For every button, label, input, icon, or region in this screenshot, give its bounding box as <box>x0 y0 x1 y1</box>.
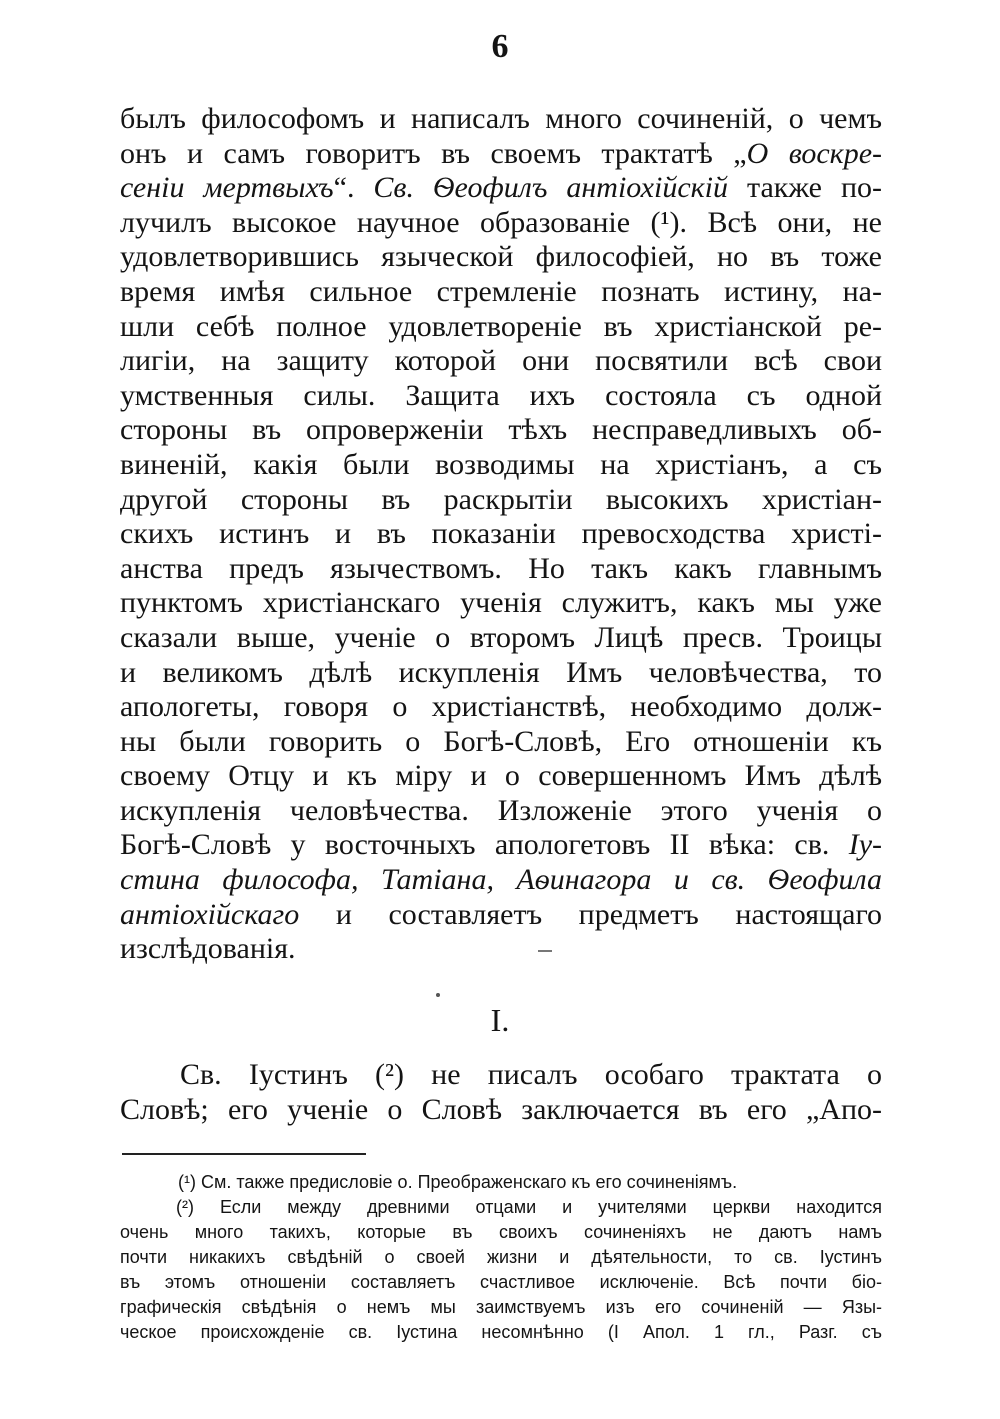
text-line <box>120 586 882 621</box>
text-segment: апологеты, говоря о христіанствѣ, необходимо долж- <box>120 690 882 724</box>
text-segment: сказали выше, ученіе о второмъ Лицѣ пресв. Троицы <box>120 620 882 654</box>
text-line <box>120 137 882 172</box>
text-segment: Св. Іустинъ (²) не писалъ особаго трактата о <box>180 1058 882 1091</box>
footnote-2-line: въ этомъ отношеніи составляетъ счастливое исключеніе. Всѣ почти біо- <box>120 1272 882 1292</box>
text-line <box>120 828 882 863</box>
italic-text: Іу- <box>848 828 882 862</box>
text-segment: и составляетъ предметъ настоящаго <box>299 897 882 931</box>
text-segment: лучилъ высокое научное образованіе (¹). Всѣ они, не <box>120 205 882 239</box>
text-line <box>120 794 882 829</box>
text-segment: своему Отцу и къ міру и о совершенномъ Имъ дѣлѣ <box>120 759 882 793</box>
text-line <box>120 275 882 310</box>
text-segment: Богѣ-Словѣ у восточныхъ апологетовъ II вѣка: св. <box>120 828 849 862</box>
footnote-2-line: ческое происхожденіе св. Іустина несомнѣнно (I Апол. 1 гл., Разг. съ <box>120 1322 882 1342</box>
text-line <box>120 898 882 933</box>
text-line <box>120 1058 882 1093</box>
italic-text: антіохійскаго <box>120 897 300 931</box>
text-line <box>120 240 882 275</box>
text-line <box>120 517 882 552</box>
footnotes <box>120 1170 882 1345</box>
text-segment: также по- <box>728 171 882 205</box>
text-segment: и великомъ дѣлѣ искупленія Имъ человѣчества, то <box>120 655 882 689</box>
text-segment: ны были говорить о Богѣ-Словѣ, Его отношеніи къ <box>120 724 882 758</box>
footnote-2-line: графическія свѣдѣнія о немъ мы заимствуемъ изъ его сочиненій — Язы- <box>120 1297 882 1317</box>
text-segment: шли себѣ полное удовлетвореніе въ христіанской ре- <box>120 309 882 343</box>
text-segment: искупленія человѣчества. Изложеніе этого ученія о <box>120 793 882 827</box>
text-segment: скихъ истинъ и въ показаніи превосходства христі- <box>120 517 882 551</box>
footnote-2-line: почти никакихъ свѣдѣній о своей жизни и дѣятельности, то св. Іустинъ <box>120 1247 882 1267</box>
text-line <box>120 344 882 379</box>
text-segment: лигіи, на защиту которой они посвятили всѣ свои <box>120 344 882 378</box>
text-segment: стороны въ опроверженіи тѣхъ несправедливыхъ об- <box>120 413 882 447</box>
footnote-2-line: (²) Если между древними отцами и учителями церкви находится <box>176 1197 882 1217</box>
text-line <box>120 448 882 483</box>
footnote-separator <box>122 1153 366 1155</box>
text-segment: пунктомъ христіанскаго ученія служитъ, какъ мы уже <box>120 586 882 620</box>
text-line <box>120 171 882 206</box>
text-line <box>120 483 882 518</box>
text-divider <box>538 950 552 952</box>
text-line <box>120 102 882 137</box>
section-heading: I. <box>490 1002 510 1038</box>
footnote-2-line: очень много такихъ, которые въ своихъ сочиненіяхъ не даютъ намъ <box>120 1222 882 1242</box>
text-line <box>120 759 882 794</box>
text-segment: время имѣя сильное стремленіе познать истину, на- <box>120 274 882 308</box>
text-segment: удовлетворившись языческой философіей, но въ тоже <box>120 240 882 274</box>
italic-text: Св. Ѳеофилъ антіохійскій <box>373 171 729 205</box>
text-segment: былъ философомъ и написалъ много сочиненій, о чемъ <box>120 102 882 135</box>
text-line <box>120 413 882 448</box>
text-segment: “. <box>333 171 374 205</box>
text-line <box>120 725 882 760</box>
text-segment: анства предъ язычествомъ. Но такъ какъ главнымъ <box>120 551 882 585</box>
text-line <box>120 1093 882 1128</box>
text-segment: другой стороны въ раскрытіи высокихъ христіан- <box>120 482 882 516</box>
text-line <box>120 690 882 725</box>
italic-text: сеніи мертвыхъ <box>120 171 334 205</box>
text-line <box>120 206 882 241</box>
text-segment: Словѣ; его ученіе о Словѣ заключается въ его „Апо- <box>120 1092 882 1126</box>
text-line <box>120 656 882 691</box>
text-segment: онъ и самъ говоритъ въ своемъ трактатѣ „ <box>120 136 747 170</box>
text-line <box>120 552 882 587</box>
italic-text: О воскре- <box>746 136 882 170</box>
italic-text: стина философа, Татіана, Аѳинагора и св. Ѳеофила <box>120 863 882 897</box>
text-line <box>120 310 882 345</box>
section-text-block <box>120 1058 882 1127</box>
text-line <box>120 932 882 967</box>
text-line <box>120 863 882 898</box>
print-speck <box>436 993 440 997</box>
page-number: 6 <box>491 28 509 65</box>
text-segment: умственныя силы. Защита ихъ состояла съ одной <box>120 378 882 412</box>
text-segment: изслѣдованія. <box>120 932 296 966</box>
text-line <box>120 621 882 656</box>
main-text-block <box>120 102 882 967</box>
text-segment: виненій, какія были возводимы на христіанъ, а съ <box>120 447 882 481</box>
footnote-1: (¹) См. также предисловіе о. Преображенскаго къ его сочиненіямъ. <box>178 1172 738 1192</box>
text-line <box>120 379 882 414</box>
